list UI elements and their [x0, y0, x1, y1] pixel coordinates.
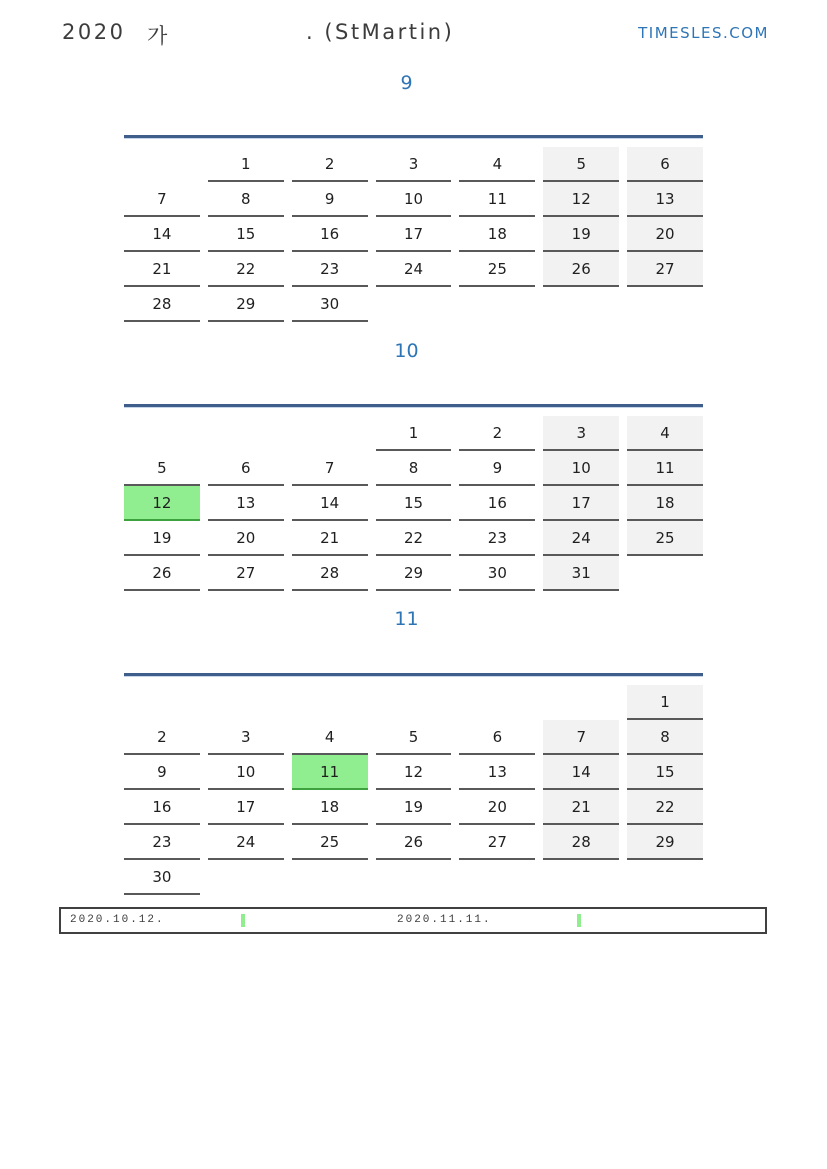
- day-cell: 28: [292, 556, 368, 591]
- day-cell: 19: [543, 217, 619, 252]
- empty-cell: [292, 685, 368, 720]
- day-cell: 14: [124, 217, 200, 252]
- empty-cell: [124, 685, 200, 720]
- day-cell: 21: [124, 252, 200, 287]
- day-cell: 20: [459, 790, 535, 825]
- empty-cell: [292, 860, 368, 895]
- holiday-color-swatch: [241, 914, 245, 927]
- day-cell: 8: [627, 720, 703, 755]
- calendar-september: [124, 135, 703, 322]
- day-cell: 16: [459, 486, 535, 521]
- day-cell: 25: [292, 825, 368, 860]
- day-cell: 9: [292, 182, 368, 217]
- empty-cell: [459, 287, 535, 322]
- day-cell: 30: [292, 287, 368, 322]
- day-cell: 2: [459, 416, 535, 451]
- day-cell: 5: [124, 451, 200, 486]
- day-cell: 8: [208, 182, 284, 217]
- empty-cell: [376, 685, 452, 720]
- day-cell: 22: [627, 790, 703, 825]
- highlighted-day-cell: 11: [292, 755, 368, 790]
- day-cell: 15: [376, 486, 452, 521]
- day-cell: 19: [376, 790, 452, 825]
- calendar-grid: [124, 416, 703, 591]
- empty-cell: [543, 287, 619, 322]
- day-cell: 18: [292, 790, 368, 825]
- highlighted-day-cell: 12: [124, 486, 200, 521]
- day-cell: 10: [376, 182, 452, 217]
- day-cell: 17: [208, 790, 284, 825]
- empty-cell: [627, 860, 703, 895]
- day-cell: 13: [627, 182, 703, 217]
- empty-cell: [124, 416, 200, 451]
- day-cell: 7: [543, 720, 619, 755]
- site-logo-link[interactable]: TIMESLES.COM: [638, 24, 769, 42]
- day-cell: 5: [543, 147, 619, 182]
- empty-cell: [376, 860, 452, 895]
- table-header-rule: [124, 673, 703, 676]
- day-cell: 2: [124, 720, 200, 755]
- table-header-rule: [124, 404, 703, 407]
- day-cell: 15: [208, 217, 284, 252]
- day-cell: 19: [124, 521, 200, 556]
- day-cell: 30: [124, 860, 200, 895]
- empty-cell: [208, 416, 284, 451]
- day-cell: 16: [292, 217, 368, 252]
- day-cell: 22: [208, 252, 284, 287]
- month-label-november: 11: [394, 608, 419, 630]
- day-cell: 14: [543, 755, 619, 790]
- empty-cell: [208, 685, 284, 720]
- day-cell: 24: [208, 825, 284, 860]
- day-cell: 23: [124, 825, 200, 860]
- empty-cell: [292, 416, 368, 451]
- day-cell: 29: [208, 287, 284, 322]
- day-cell: 29: [627, 825, 703, 860]
- day-cell: 1: [208, 147, 284, 182]
- day-cell: 9: [124, 755, 200, 790]
- day-cell: 12: [543, 182, 619, 217]
- day-cell: 7: [292, 451, 368, 486]
- day-cell: 14: [292, 486, 368, 521]
- empty-cell: [627, 556, 703, 591]
- empty-cell: [208, 860, 284, 895]
- empty-cell: [459, 860, 535, 895]
- day-cell: 29: [376, 556, 452, 591]
- empty-cell: [459, 685, 535, 720]
- empty-cell: [627, 287, 703, 322]
- day-cell: 23: [459, 521, 535, 556]
- day-cell: 24: [543, 521, 619, 556]
- day-cell: 17: [543, 486, 619, 521]
- day-cell: 12: [376, 755, 452, 790]
- day-cell: 22: [376, 521, 452, 556]
- calendar-october: [124, 404, 703, 591]
- day-cell: 1: [627, 685, 703, 720]
- day-cell: 26: [376, 825, 452, 860]
- day-cell: 4: [627, 416, 703, 451]
- holiday-color-swatch: [577, 914, 581, 927]
- day-cell: 25: [627, 521, 703, 556]
- day-cell: 3: [376, 147, 452, 182]
- day-cell: 11: [627, 451, 703, 486]
- table-header-rule: [124, 135, 703, 138]
- calendar-november: [124, 673, 703, 895]
- day-cell: 25: [459, 252, 535, 287]
- day-cell: 18: [627, 486, 703, 521]
- day-cell: 24: [376, 252, 452, 287]
- day-cell: 6: [459, 720, 535, 755]
- day-cell: 20: [627, 217, 703, 252]
- day-cell: 6: [208, 451, 284, 486]
- day-cell: 13: [208, 486, 284, 521]
- page-title-korean: 가: [147, 24, 170, 48]
- day-cell: 27: [208, 556, 284, 591]
- day-cell: 10: [208, 755, 284, 790]
- day-cell: 31: [543, 556, 619, 591]
- day-cell: 11: [459, 182, 535, 217]
- month-label-october: 10: [394, 340, 419, 362]
- day-cell: 27: [627, 252, 703, 287]
- calendar-grid: [124, 147, 703, 322]
- day-cell: 8: [376, 451, 452, 486]
- day-cell: 17: [376, 217, 452, 252]
- day-cell: 3: [208, 720, 284, 755]
- empty-cell: [376, 287, 452, 322]
- day-cell: 28: [124, 287, 200, 322]
- day-cell: 21: [292, 521, 368, 556]
- day-cell: 20: [208, 521, 284, 556]
- day-cell: 26: [543, 252, 619, 287]
- month-label-september: 9: [400, 72, 413, 94]
- legend-date: 2020.11.11.: [397, 914, 492, 926]
- empty-cell: [124, 147, 200, 182]
- day-cell: 15: [627, 755, 703, 790]
- day-cell: 13: [459, 755, 535, 790]
- page-title-suffix: . (StMartin): [306, 20, 455, 44]
- day-cell: 10: [543, 451, 619, 486]
- day-cell: 23: [292, 252, 368, 287]
- empty-cell: [543, 860, 619, 895]
- day-cell: 16: [124, 790, 200, 825]
- day-cell: 1: [376, 416, 452, 451]
- day-cell: 28: [543, 825, 619, 860]
- day-cell: 7: [124, 182, 200, 217]
- legend-date: 2020.10.12.: [70, 914, 165, 926]
- day-cell: 3: [543, 416, 619, 451]
- page-title-year: 2020: [62, 20, 126, 44]
- day-cell: 27: [459, 825, 535, 860]
- day-cell: 4: [292, 720, 368, 755]
- day-cell: 26: [124, 556, 200, 591]
- day-cell: 2: [292, 147, 368, 182]
- day-cell: 9: [459, 451, 535, 486]
- day-cell: 30: [459, 556, 535, 591]
- day-cell: 4: [459, 147, 535, 182]
- day-cell: 5: [376, 720, 452, 755]
- day-cell: 6: [627, 147, 703, 182]
- empty-cell: [543, 685, 619, 720]
- calendar-grid: [124, 685, 703, 895]
- day-cell: 18: [459, 217, 535, 252]
- legend-box: [59, 907, 767, 934]
- day-cell: 21: [543, 790, 619, 825]
